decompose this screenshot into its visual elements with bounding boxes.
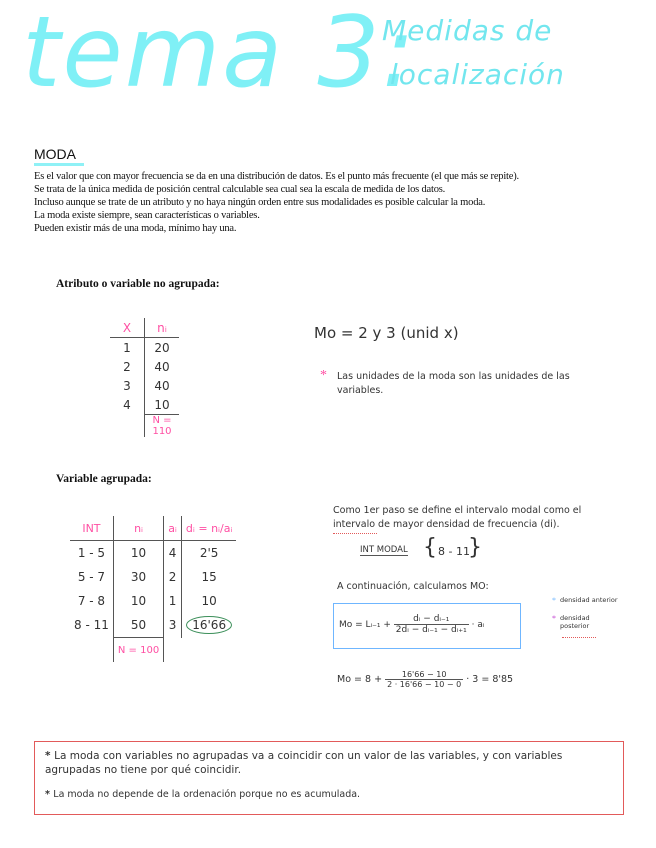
table-cell: 15 — [201, 570, 217, 584]
calc-tail: · 3 = 8'85 — [466, 674, 514, 685]
table-header: X — [110, 318, 145, 338]
table-cell: 30 — [113, 565, 163, 589]
title-line1: Medidas de — [382, 14, 553, 47]
table-cell: 4 — [164, 541, 182, 566]
calc-lhs: Mo = 8 + — [337, 674, 383, 685]
calc-formula — [337, 670, 513, 689]
ungrouped-result: Mo = 2 y 3 (unid x) — [314, 324, 459, 342]
legend-anterior: densidad anterior — [560, 596, 618, 604]
table-row — [110, 338, 179, 358]
brace-close: } — [468, 535, 482, 560]
paragraph: Pueden existir más de una moda, mínimo hay una. — [34, 223, 237, 234]
total-n: N = 100 — [113, 638, 163, 663]
table-cell: 20 — [154, 340, 170, 355]
table-header: INT — [70, 516, 113, 541]
formula — [339, 614, 484, 635]
definition-text — [34, 170, 624, 235]
step2-text: A continuación, calculamos MO: — [337, 581, 489, 592]
table-cell: 2'5 — [199, 546, 219, 560]
table-cell: 7 - 8 — [70, 589, 113, 613]
title-line2: localización — [390, 58, 565, 91]
underline-dots — [333, 533, 377, 534]
table-row — [110, 357, 179, 376]
grouped-heading: Variable agrupada: — [56, 473, 152, 485]
table-cell: 4 — [110, 395, 145, 415]
modal-value: 8 - 11 — [438, 545, 470, 558]
step1-text: Como 1er paso se define el intervalo modal como el intervalo de mayor densidad de frecuencia (di). — [333, 505, 582, 530]
modal-density-circle: 16'66 — [186, 616, 232, 634]
table-cell: 5 - 7 — [70, 565, 113, 589]
paragraph: Incluso aunque se trate de un atributo y no haya ningún orden entre sus modalidades es posible calcular la moda. — [34, 197, 486, 208]
paragraph: Se trata de la única medida de posición central calculable sea cual sea la escala de medida de los datos. — [34, 184, 446, 195]
table-header: dᵢ = nᵢ/aᵢ — [181, 516, 236, 541]
table-cell: 2 — [110, 357, 145, 376]
table-cell: 10 — [113, 589, 163, 613]
legend-dots — [562, 637, 596, 638]
table-header: nᵢ — [145, 318, 180, 338]
table-cell: 3 — [164, 613, 182, 638]
table-header: nᵢ — [113, 516, 163, 541]
footnote-1: * La moda con variables no agrupadas va a coincidir con un valor de las variables, y con variables agrupadas no tiene por qué coincidir. — [45, 750, 563, 776]
modal-label: INT MODAL — [360, 545, 408, 555]
table-header: aᵢ — [164, 516, 182, 541]
footnote-box — [34, 741, 624, 815]
table-cell — [181, 613, 236, 638]
table-row — [70, 565, 236, 589]
table-cell: 1 — [110, 338, 145, 358]
ungrouped-heading: Atributo o variable no agrupada: — [56, 278, 220, 290]
heading-underline — [34, 163, 84, 166]
table-cell: 1 - 5 — [70, 541, 113, 566]
formula-denominator: 2dᵢ − dᵢ₋₁ − dᵢ₊₁ — [395, 625, 467, 635]
table-cell: 2 — [164, 565, 182, 589]
formula-box — [333, 603, 521, 649]
table-cell: 40 — [154, 359, 170, 374]
table-row — [70, 541, 236, 566]
section-heading: MODA — [34, 146, 76, 162]
footnote-2: * La moda no depende de la ordenación porque no es acumulada. — [45, 789, 361, 800]
table-cell: 40 — [154, 378, 170, 393]
table-cell: 1 — [164, 589, 182, 613]
footnote-text: La moda no depende de la ordenación porque no es acumulada. — [53, 789, 361, 800]
title-main: tema 3: — [22, 0, 417, 110]
total-n: N = 110 — [145, 415, 180, 438]
table-row — [110, 376, 179, 395]
table-row — [70, 589, 236, 613]
calc-denominator: 2 · 16'66 − 10 − 0 — [387, 680, 462, 689]
formula-numerator: dᵢ − dᵢ₋₁ — [394, 614, 469, 625]
formula-fraction — [394, 614, 469, 635]
table-cell: 8 - 11 — [70, 613, 113, 638]
table-cell: 10 — [145, 395, 180, 415]
brace-open: { — [423, 535, 437, 560]
table-cell: 10 — [113, 541, 163, 566]
note-star: * — [320, 368, 327, 383]
legend-star-blue: * — [552, 596, 556, 605]
formula-tail: · aᵢ — [471, 620, 485, 630]
table-row — [110, 395, 179, 415]
table-row — [70, 613, 236, 638]
legend-star-purple: * — [552, 614, 556, 623]
table-cell: 50 — [113, 613, 163, 638]
table-cell: 10 — [201, 594, 217, 608]
calc-fraction — [385, 670, 463, 689]
grouped-table — [70, 516, 236, 662]
paragraph: Es el valor que con mayor frecuencia se da en una distribución de datos. Es el punto más frecuente (el que más se repite). — [34, 171, 519, 182]
legend-posterior: densidad posterior — [560, 614, 590, 630]
ungrouped-table — [110, 318, 179, 437]
calc-numerator: 16'66 − 10 — [385, 670, 463, 680]
table-cell: 3 — [110, 376, 145, 395]
ungrouped-note: Las unidades de la moda son las unidades de las variables. — [337, 371, 570, 396]
formula-lhs: Mo = Lᵢ₋₁ + — [339, 620, 391, 630]
paragraph: La moda existe siempre, sean características o variables. — [34, 210, 260, 221]
footnote-text: La moda con variables no agrupadas va a coincidir con un valor de las variables, y con variables agrupadas no tiene por qué coincidir. — [45, 750, 563, 776]
